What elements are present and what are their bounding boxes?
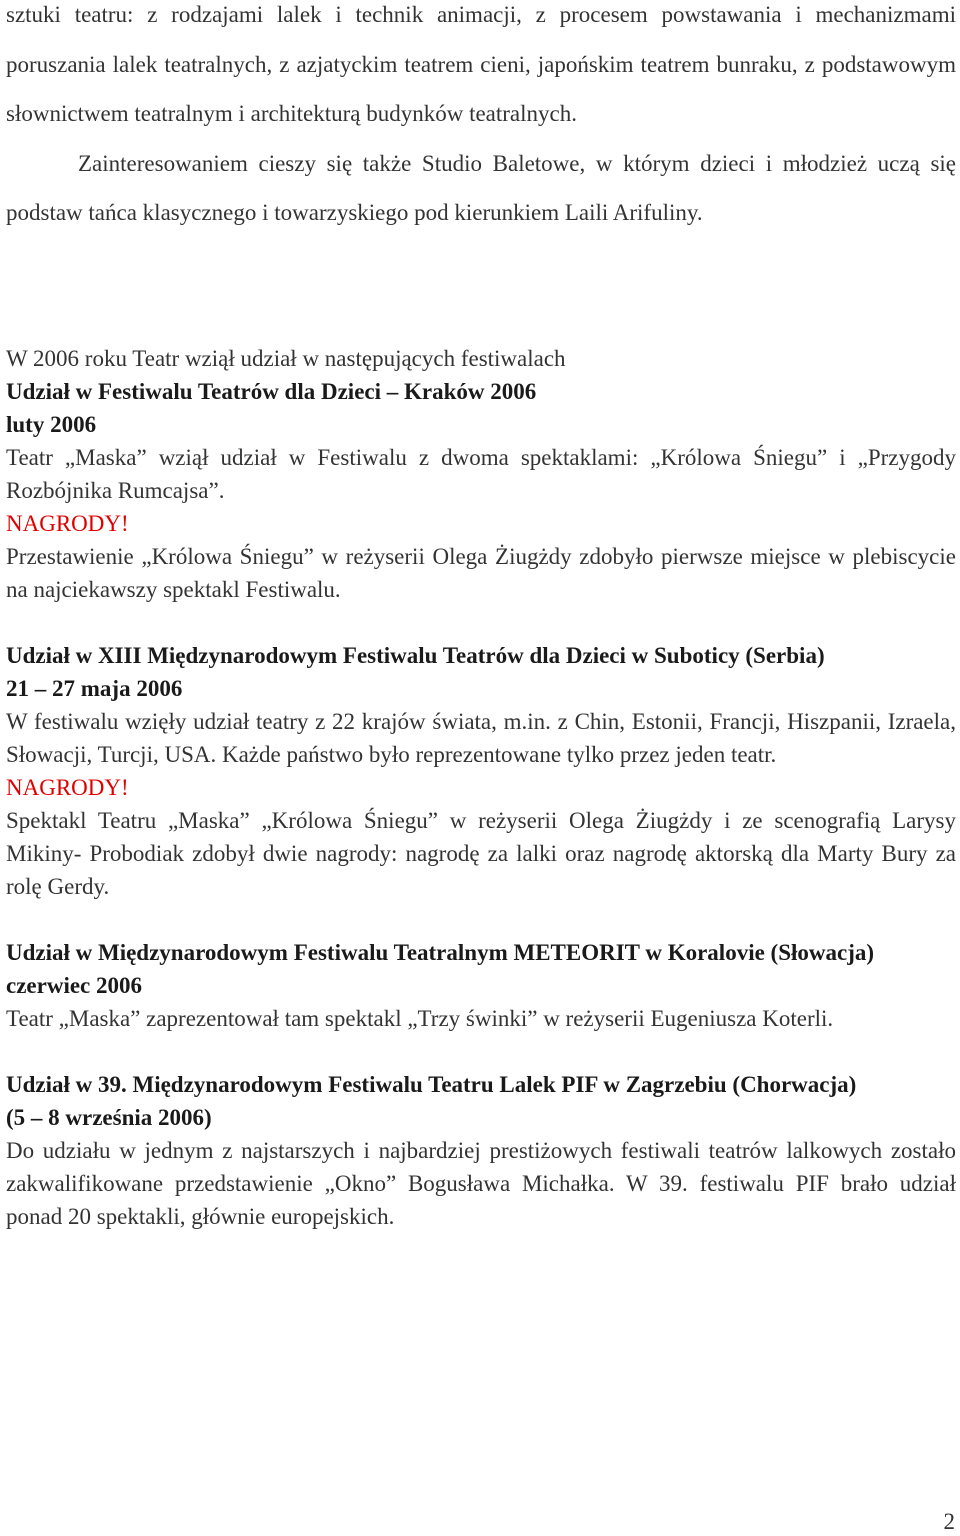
festival-2-awards-label: NAGRODY! [6,775,129,800]
festival-3-title: Udział w Międzynarodowym Festiwalu Teatralnym METEORIT w Koralovie (Słowacja) [6,940,875,965]
year-intro: W 2006 roku Teatr wziął udział w następujących festiwalach [6,346,566,371]
festival-2-body: W festiwalu wzięły udział teatry z 22 krajów świata, m.in. z Chin, Estonii, Francji, Hiszpanii, Izraela, Słowacji, Turcji, USA. Każde państwo było reprezentowane tylko przez jeden teatr. [6,709,956,767]
intro-section [6,0,956,238]
festival-1-awards-text: Przestawienie „Królowa Śniegu” w reżyserii Olega Żiugżdy zdobyło pierwsze miejsce w plebiscycie na najciekawszy spektakl Festiwalu. [6,544,956,602]
intro-paragraph-2: Zainteresowaniem cieszy się także Studio Baletowe, w którym dzieci i młodzież uczą się podstaw tańca klasycznego i towarzyskiego pod kierunkiem Laili Arifuliny. [6,150,956,225]
festival-2-title: Udział w XIII Międzynarodowym Festiwalu Teatrów dla Dzieci w Suboticy (Serbia) [6,643,825,668]
intro-paragraph-1: sztuki teatru: z rodzajami lalek i technik animacji, z procesem powstawania i mechanizmami poruszania lalek teatralnych, z azjatyckim teatrem cieni, japońskim teatrem bunraku, z podstawowym słownictwem teatralnym i architekturą budynków teatralnych. [6,2,956,126]
page-number: 2 [943,1509,955,1534]
festival-4 [6,1068,956,1233]
festival-2-date: 21 – 27 maja 2006 [6,676,183,701]
festival-1 [6,375,956,606]
festival-1-body: Teatr „Maska” wziął udział w Festiwalu z dwoma spektaklami: „Królowa Śniegu” i „Przygody Rozbójnika Rumcajsa”. [6,445,956,503]
festival-1-awards-label: NAGRODY! [6,511,129,536]
festival-1-title: Udział w Festiwalu Teatrów dla Dzieci – Kraków 2006 [6,379,537,404]
festival-4-date: (5 – 8 września 2006) [6,1105,212,1130]
festival-4-title: Udział w 39. Międzynarodowym Festiwalu Teatru Lalek PIF w Zagrzebiu (Chorwacja) [6,1072,857,1097]
festival-2-awards-text: Spektakl Teatru „Maska” „Królowa Śniegu” w reżyserii Olega Żiugżdy i ze scenografią Larysy Mikiny- Probodiak zdobył dwie nagrody: nagrodę za lalki oraz nagrodę aktorską dla Marty Bury za rolę Gerdy. [6,808,956,899]
festivals-section [6,342,956,1233]
festival-4-body: Do udziału w jednym z najstarszych i najbardziej prestiżowych festiwali teatrów lalkowych zostało zakwalifikowane przedstawienie „Okno” Bogusława Michałka. W 39. festiwalu PIF brało udział ponad 20 spektakli, głównie europejskich. [6,1138,956,1229]
festival-3 [6,936,956,1035]
festival-2 [6,639,956,903]
festival-3-date: czerwiec 2006 [6,973,143,998]
festival-3-body: Teatr „Maska” zaprezentował tam spektakl „Trzy świnki” w reżyserii Eugeniusza Koterli. [6,1006,834,1031]
festival-1-date: luty 2006 [6,412,97,437]
